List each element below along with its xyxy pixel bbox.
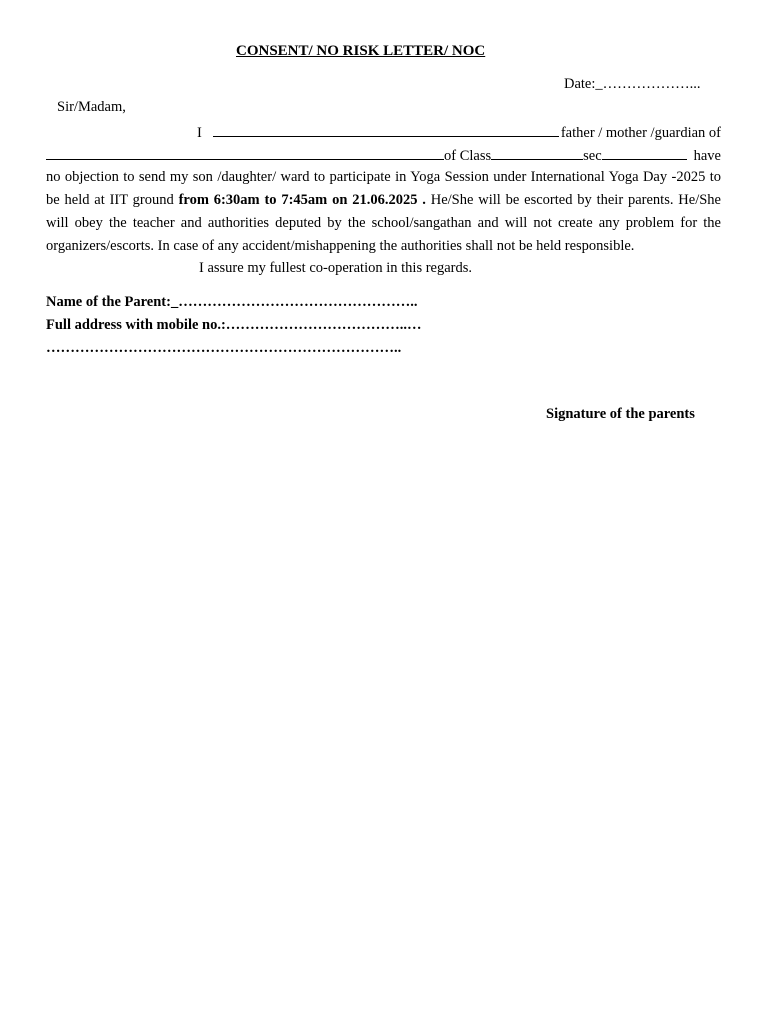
address-line: Full address with mobile no.:………………………………..… <box>46 317 422 333</box>
body-text-part1: no objection to send my son /daughter/ ward to participate in Yoga Session under International Yoga Day -2025 to be held at IIT ground <box>46 169 721 208</box>
address-continuation-line: ……………………………………………………………….. <box>46 340 402 356</box>
date-blank: _………………... <box>595 76 701 92</box>
session-time: from 6:30am to 7:45am on 21.06.2025 . <box>178 192 426 208</box>
assurance-text: I assure my fullest co-operation in this regards. <box>199 260 473 276</box>
pronoun: I <box>197 125 202 141</box>
relation-word: mother <box>605 125 647 141</box>
student-details-line <box>46 145 721 165</box>
date-line <box>564 76 701 93</box>
letter-title: CONSENT/ NO RISK LETTER/ NOC <box>236 43 486 59</box>
guardian-declaration-line <box>197 122 721 142</box>
relation-word: /guardian <box>650 125 706 141</box>
signature-label: Signature of the parents <box>546 406 695 422</box>
relation-word: / <box>598 125 603 141</box>
class-blank <box>491 145 583 160</box>
parent-name-blank <box>213 122 559 137</box>
relation-word: of <box>708 125 721 141</box>
date-label: Date: <box>564 76 596 92</box>
salutation: Sir/Madam, <box>57 99 126 115</box>
sec-label: sec <box>583 148 602 164</box>
of-class-label: of Class <box>444 148 492 164</box>
have-word: have <box>693 148 721 164</box>
relation-text <box>561 125 721 142</box>
consent-body <box>46 166 721 258</box>
section-blank <box>602 145 687 160</box>
parent-name-line: Name of the Parent:_………………………………………….. <box>46 294 418 310</box>
relation-word: father <box>560 125 595 141</box>
body-text-part2: He/She will be escorted by their parents. He/She will obey the teacher and authorities deputed by the school/sangathan and will not create any problem for the organizers/escorts. In case of any accident/mishappening the authorities shall not be held responsible. <box>46 192 721 254</box>
parent-details <box>46 291 422 360</box>
child-name-blank <box>46 145 444 160</box>
